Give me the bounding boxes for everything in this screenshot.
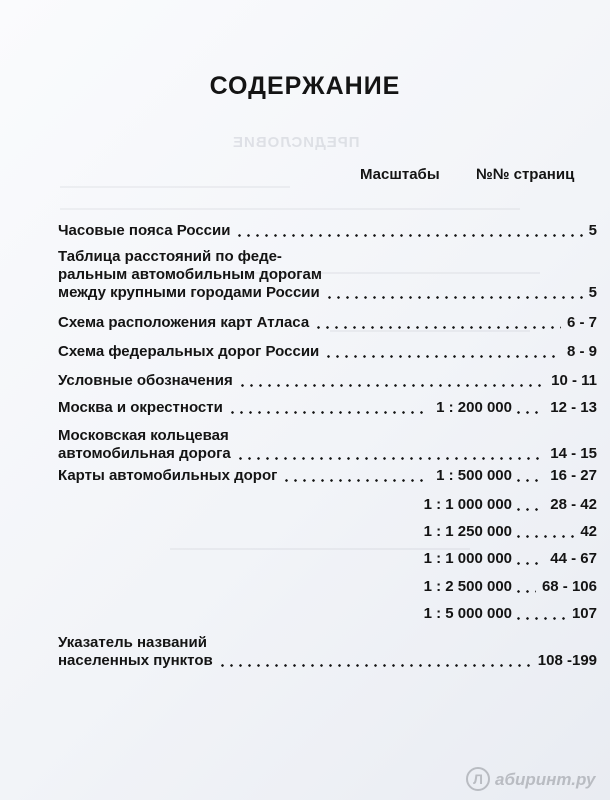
labirint-watermark <box>465 764 605 794</box>
toc-entry-row <box>58 284 598 304</box>
page-range: 16 - 27 <box>550 467 597 484</box>
toc-entry-text: Условные обозначения <box>58 372 233 389</box>
toc-entry-row <box>58 399 598 419</box>
toc-entry-text: Схема федеральных дорог России <box>58 343 320 360</box>
toc-entry-text: между крупными городами России <box>58 284 320 301</box>
toc-entry-text: ральным автомобильным дорогам <box>58 266 322 283</box>
toc-entry-text: Таблица расстояний по феде- <box>58 248 282 265</box>
toc-entry-row <box>58 467 598 487</box>
page-range: 8 - 9 <box>566 343 597 360</box>
page-range: 68 - 106 <box>541 578 597 595</box>
toc-entry-text: Схема расположения карт Атласа <box>58 314 310 331</box>
leader-dots <box>218 664 532 667</box>
leader-dots <box>228 411 428 414</box>
map-scale: 1 : 200 000 <box>436 399 512 416</box>
toc-entry-row <box>58 343 598 363</box>
leader-dots <box>324 355 561 358</box>
page-range: 5 <box>588 284 597 301</box>
page-range: 12 - 13 <box>550 399 597 416</box>
toc-entry-text: Карты автомобильных дорог <box>58 467 278 484</box>
svg-text:абиринт.ру: абиринт.ру <box>495 770 596 789</box>
page-title: СОДЕРЖАНИЕ <box>209 72 401 100</box>
bleed-through-line <box>60 208 520 210</box>
toc-entry-row <box>58 496 598 516</box>
scales-column-header: Масштабы <box>360 166 440 183</box>
toc-entry-row <box>58 314 598 334</box>
page-range: 14 - 15 <box>550 445 597 462</box>
map-scale: 1 : 500 000 <box>436 467 512 484</box>
bleed-through-line <box>60 186 290 188</box>
svg-text:Л: Л <box>473 771 483 787</box>
toc-entry-row <box>58 578 598 598</box>
pages-column-header: №№ страниц <box>476 166 575 183</box>
toc-entry-text: Часовые пояса России <box>58 222 231 239</box>
leader-dots <box>235 234 582 237</box>
bleed-through-text: ПРЕДИСЛОВИЕ <box>232 134 360 151</box>
toc-entry-text: автомобильная дорога <box>58 445 231 462</box>
toc-entry-row <box>58 605 598 625</box>
toc-entry-row <box>58 523 598 543</box>
leader-dots <box>282 479 428 482</box>
map-scale: 1 : 2 500 000 <box>423 578 512 595</box>
map-scale: 1 : 1 000 000 <box>423 496 512 513</box>
page-range: 108 -199 <box>537 652 597 669</box>
toc-entry-row <box>58 445 598 465</box>
toc-entry-row <box>58 550 598 570</box>
page-range: 44 - 67 <box>550 550 597 567</box>
map-scale: 1 : 1 250 000 <box>423 523 512 540</box>
leader-dots <box>325 296 583 299</box>
page-range: 6 - 7 <box>566 314 597 331</box>
map-scale: 1 : 1 000 000 <box>423 550 512 567</box>
leader-dots <box>514 508 544 511</box>
map-scale: 1 : 5 000 000 <box>423 605 512 622</box>
toc-entry-row <box>58 372 598 392</box>
toc-entry-row <box>58 222 598 242</box>
leader-dots <box>514 479 544 482</box>
page-range: 28 - 42 <box>550 496 597 513</box>
leader-dots <box>238 384 545 387</box>
page-range: 107 <box>571 605 597 622</box>
leader-dots <box>514 535 574 538</box>
toc-entry-row <box>58 652 598 672</box>
page-range: 5 <box>588 222 597 239</box>
leader-dots <box>514 411 544 414</box>
toc-entry-text: Москва и окрестности <box>58 399 223 416</box>
toc-entry-text: Указатель названий <box>58 634 207 651</box>
leader-dots <box>514 562 544 565</box>
toc-entry-text: населенных пунктов <box>58 652 213 669</box>
toc-entry-text: Московская кольцевая <box>58 427 229 444</box>
leader-dots <box>514 590 536 593</box>
page-range: 10 - 11 <box>551 372 597 389</box>
page-range: 42 <box>580 523 597 540</box>
leader-dots <box>314 326 561 329</box>
leader-dots <box>236 457 545 460</box>
leader-dots <box>514 617 566 620</box>
